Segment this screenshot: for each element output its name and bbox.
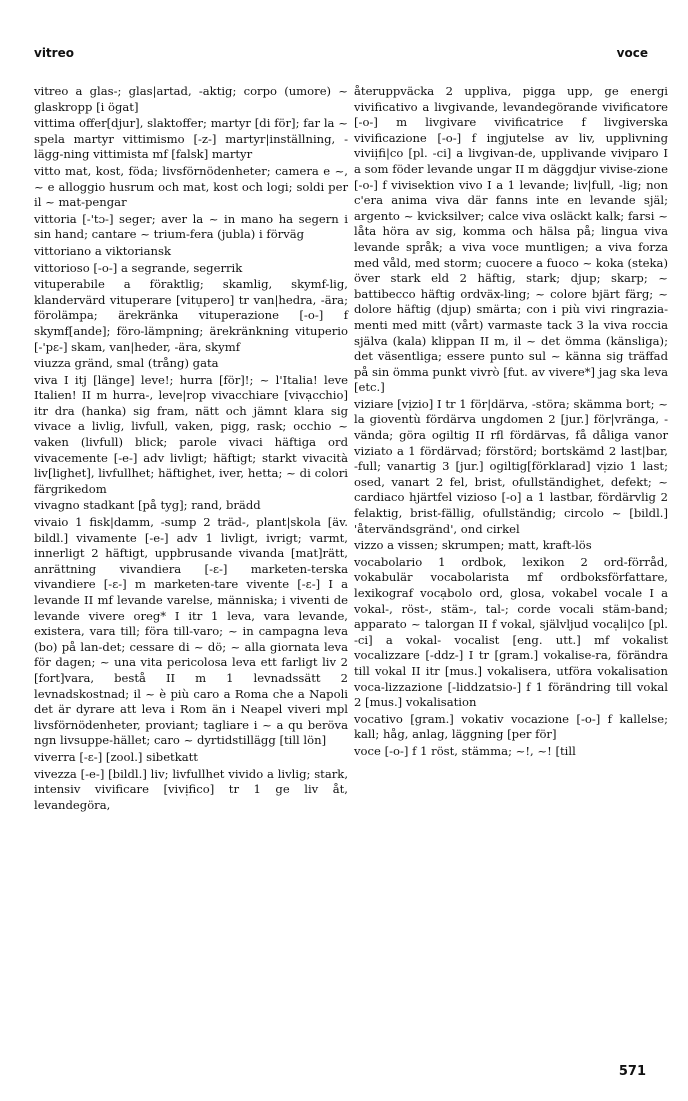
right-column [354, 84, 668, 761]
dictionary-entry: vittima offer[djur], slaktoffer; martyr [di för]; far la ~ spela martyr vittimismo [-z-] martyr|inställning, -lägg-ning vittimista mf [falsk] martyr [34, 116, 348, 162]
dictionary-entry: återuppväcka 2 uppliva, pigga upp, ge energi vivificativo a livgivande, levandegörande vivificatore [-o-] m livgivare vivificatrice f livgiverska vivificazione [-o-] f ingjutelse av liv, upplivning viviịfi|co [pl. -ci] a livgivan-de, upplivande vivịparo I a som föder levande ungar II m däggdjur vivise-zione [-o-] f vivisektion vivo I a 1 levande; liv|full, -lig; non c'era anima viva där fanns inte en levande själ; argento ~ kvicksilver; calce viva osläckt kalk; farsi ~ låta höra av sig, komma och hälsa på; lingua viva levande språk; a viva voce muntligen; a viva forza med våld, med storm; cuocere a fuoco ~ koka (steka) över stark eld 2 häftig, stark; djup; skarp; ~ battibecco häftig ordväx-ling; ~ colore bjärt färg; ~ dolore häftig (djup) smärta; con i più vivi ringrazia-menti med mitt (vårt) varmaste tack 3 la viva roccia själva (kala) klippan II m, il ~ det ömma (känsliga); det väsentliga; essere punto sul ~ känna sig träffad på sin ömma punkt vivrò [fut. av vivere*] jag ska leva [etc.] [354, 84, 668, 395]
dictionary-entry: vitreo a glas-; glas|artad, -aktig; corpo (umore) ~ glaskropp [i ögat] [34, 84, 348, 114]
dictionary-entry: vitto mat, kost, föda; livsförnödenheter; camera e ~, ~ e alloggio husrum och mat, kost och logi; soldi per il ~ mat-pengar [34, 163, 348, 210]
dictionary-entry: vittorioso [-o-] a segrande, segerrik [34, 260, 243, 275]
dictionary-entry: viziare [vịzio] I tr 1 för|därva, -störa; skämma bort; ~ la gioventù fördärva ungdomen 2 [jur.] för|vränga, -vända; göra ogiltig II rfl fördärvas, få dåliga vanor viziato a 1 fördärvad; förstörd; bortskämd 2 last|bar, -full; vanartig 3 [jur.] ogiltig[förklarad] vịzio 1 last; osed, vanart 2 fel, brist, ofullständighet, defekt; ~ cardiaco hjärtfel vizioso [-o] a 1 lastbar, fördärvlig 2 felaktig, brist-fällig, ofullständig; circolo ~ [bildl.] 'återvändsgränd', ond cirkel [354, 396, 668, 536]
dictionary-entry: vittoriano a viktoriansk [34, 243, 171, 258]
page-number: 571 [618, 1064, 646, 1079]
dictionary-entry: vituperabile a föraktlig; skamlig, skymf-lig, klandervärd vituperare [vitụpero] tr van|hedra, -ära; förolämpa; ärekränka vituperazione [-o-] f skymf[ande]; föro-lämpning; ärekränkning vituperio [-'pɛ-] skam, van|heder, -ära, skymf [34, 277, 348, 354]
dictionary-entry: viva I itj [länge] leve!; hurra [för]!; ~ l'Italia! leve Italien! II m hurra-, leve|rop vivacchiare [vivạcchio] itr dra (hanka) sig fram, nätt och jämnt klara sig vivace a livlig, livfull, vaken, pigg, rask; occhio ~ vaken (livfull) blick; parole vivaci häftiga ord vivacemente [-e-] adv livligt; häftigt; starkt vivacità liv[lighet], livfullhet; häftighet, iver, hetta; ~ di colori färgrikedom [34, 372, 348, 496]
left-column [34, 84, 348, 814]
dictionary-entry: vittoria [-'tɔ-] seger; aver la ~ in mano ha segern i sin hand; cantare ~ trium-fera (jubla) i förväg [34, 211, 348, 242]
running-head-left: vitreo [34, 46, 74, 60]
dictionary-entry: vocativo [gram.] vokativ vocazione [-o-] f kallelse; kall; håg, anlag, läggning [per för] [354, 711, 668, 742]
dictionary-entry: vivezza [-e-] [bildl.] liv; livfullhet vivido a livlig; stark, intensiv vivificare [vivịfico] tr 1 ge liv åt, levandegöra, [34, 766, 348, 812]
dictionary-entry: vizzo a vissen; skrumpen; matt, kraft-lös [354, 538, 592, 553]
dictionary-entry: vocabolario 1 ordbok, lexikon 2 ord-förråd, vokabulär vocabolarista mf ordboksförfattare, lexikograf vocạbolo ord, glosa, vokabel vocale I a vokal-, röst-, stäm-, tal-; corde vocali stäm-band; apparato ~ talorgan II f vokal, självljud vocạli|co [pl. -ci] a vokal- vocalist [eng. utt.] mf vokalist vocalizzare [-ddz-] I tr [gram.] vokalise-ra, förändra till vokal II itr [mus.] vokalisera, utföra vokalisation voca-lizzazione [-liddzatsio-] f 1 förändring till vokal 2 [mus.] vokalisation [354, 554, 668, 710]
dictionary-entry: viverra [-ɛ-] [zool.] sibetkatt [34, 749, 198, 764]
dictionary-entry: voce [-o-] f 1 röst, stämma; ~!, ~! [till [354, 743, 576, 758]
running-head-right: voce [616, 46, 648, 60]
dictionary-entry: vivaio 1 fisk|damm, -sump 2 träd-, plant|skola [äv. bildl.] vivamente [-e-] adv 1 livligt, ivrigt; varmt, innerligt 2 häftigt, uppbrusande vivanda [mat]rätt, anrättning vivandiera [-ɛ-] marketen-terska vivandiere [-ɛ-] m marketen-tare vivente [-ɛ-] I a levande II mf levande varelse, människa; i viventi de levande vivere oreg* I itr 1 leva, vara levande, existera, vara till; föra till-varo; ~ in campagna leva (bo) på lan-det; cessare di ~ dö; ~ alla giornata leva för dagen; ~ una vita pericolosa leva ett farligt liv 2 [fort]vara, bestå II m 1 levnadssätt 2 levnadskostnad; il ~ è più caro a Roma che a Napoli det är dyrare att leva i Rom än i Neapel viveri mpl livsförnödenheter, proviant; tagliare i ~ a qu beröva ngn livsuppe-hället; caro ~ dyrtidstillägg [till lön] [34, 515, 348, 748]
dictionary-entry: vivagno stadkant [på tyg]; rand, brädd [34, 498, 261, 513]
dictionary-entry: viuzza gränd, smal (trång) gata [34, 356, 219, 371]
